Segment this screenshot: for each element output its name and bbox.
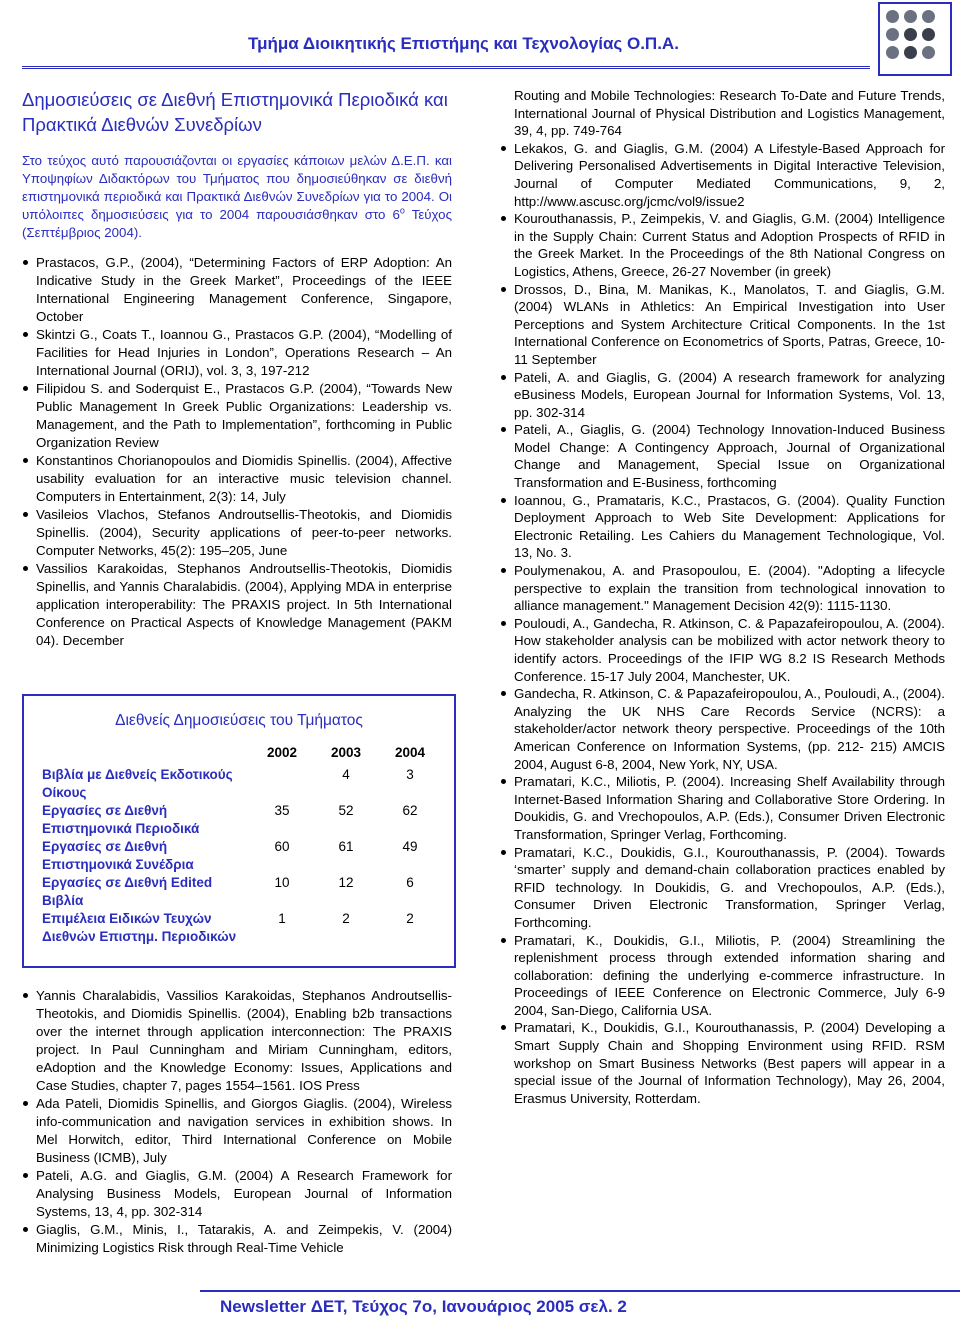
table-header-year: 2003: [330, 745, 362, 760]
cell-value: 1: [278, 911, 286, 926]
table-header-year: 2002: [266, 745, 298, 760]
table-row: [42, 838, 442, 874]
row-label: Επιμέλεια Ειδικών Τευχών Διεθνών Επιστημ. Περιοδικών: [42, 911, 237, 944]
list-item: Pramatari, K.C., Miliotis, P. (2004). Increasing Shelf Availability through Internet-Based Information Sharing and Collaborative Store Ordering. In Doukidis, G. and Vrechopoulos, A.P. (Eds.), Consumer Driven Electronic Transformation, Springer Verlag, Forthcoming.: [500, 773, 945, 843]
cell-value: 2: [406, 911, 414, 926]
cell-value: 52: [338, 803, 354, 818]
cell-value: 2: [342, 911, 350, 926]
reference-list-left-top: [22, 254, 452, 650]
table-row: [42, 910, 442, 946]
list-item: Pramatari, K., Doukidis, G.I., Miliotis, P. (2004) Streamlining the replenishment process through extended information sharing and collaboration: defining the underlying e-commerce infrastructure. In Proceedings of IEEE Conference on Electronic Commerce, July 6-9 2004, San-Diego, California USA.: [500, 932, 945, 1020]
list-item: Vasileios Vlachos, Stefanos Androutsellis-Theotokis, and Diomidis Spinellis. (2004), Security applications of peer-to-peer networks. Computer Networks, 45(2): 195–205, June: [22, 506, 452, 560]
list-item: Pramatari, K.C., Doukidis, G.I., Kourouthanassis, P. (2004). Towards ‘smarter’ supply and demand-chain collaboration practices enabled by RFID technology. In Doukidis, G. and Vrechopoulos, A.P. (Eds.), Consumer Driven Electronic Transformation, Springer Verlag, Forthcoming.: [500, 844, 945, 932]
row-label: Βιβλία με Διεθνείς Εκδοτικούς Οίκους: [42, 767, 233, 800]
list-item: Skintzi G., Coats T., Ioannou G., Prastacos G.P. (2004), “Modelling of Facilities for Head Injuries in London”, Operations Research – An International Journal (ORIJ), vol. 3, 3, 197-212: [22, 326, 452, 380]
section-title: Δημοσιεύσεις σε Διεθνή Επιστημονικά Περιοδικά και Πρακτικά Διεθνών Συνεδρίων: [22, 89, 448, 135]
cell-value: 60: [274, 839, 290, 854]
list-item: Pateli, A. and Giaglis, G. (2004) A research framework for analyzing eBusiness Models, European Journal for Information Systems, Vol. 13, pp. 302-314: [500, 369, 945, 422]
list-item: Pramatari, K., Doukidis, G.I., Kourouthanassis, P. (2004) Developing a Smart Supply Chain and Shopping Environment using RFID. RSM workshop on Smart Business Networks (Best papers will appear in a special issue of the Journal of Information Technology), May 26, 2004, Erasmus University, Rotterdam.: [500, 1019, 945, 1107]
reference-list-right: [500, 87, 945, 1107]
intro-sup: ο: [399, 205, 405, 216]
list-item: Pateli, A.G. and Giaglis, G.M. (2004) A Research Framework for Analysing Business Models, European Journal of Information Systems, 13, 4, pp. 302-314: [22, 1167, 452, 1221]
intro-paragraph: [22, 152, 452, 242]
cell-value: 6: [406, 875, 414, 890]
publications-stats-box: [22, 694, 456, 968]
table-row: [42, 766, 442, 802]
list-item: Prastacos, G.P., (2004), “Determining Factors of ERP Adoption: An Indicative Study in the Greek Market”, Proceedings of the IEEE International Engineering Management Conference, Singapore, October: [22, 254, 452, 326]
list-item: Filipidou S. and Soderquist E., Prastacos G.P. (2004), “Towards New Public Management In Greek Public Organizations: Leadership vs. Management, and the Path to Implementation”, forthcoming in Public Organization Review: [22, 380, 452, 452]
list-item: Yannis Charalabidis, Vassilios Karakoidas, Stephanos Androutsellis-Theotokis, and Diomidis Spinellis. (2004), Enabling b2b transactions over the internet through application interconnection: The PRAXIS project. In Paul Cunningham and Miriam Cunningham, editors, eAdoption and the Knowledge Economy: Issues, Applications and Case Studies, chapter 7, pages 1554–1561. IOS Press: [22, 987, 452, 1095]
page-header: [0, 0, 960, 80]
cell-value: 3: [406, 767, 414, 782]
list-item: Konstantinos Chorianopoulos and Diomidis Spinellis. (2004), Affective usability evaluation for an interactive music television channel. Computers in Entertainment, 2(3): 14, July: [22, 452, 452, 506]
stats-box-title: Διεθνείς Δημοσιεύσεις του Τμήματος: [115, 712, 363, 729]
table-row: [42, 802, 442, 838]
row-label: Εργασίες σε Διεθνή Edited Βιβλία: [42, 875, 213, 908]
list-item: Pateli, A., Giaglis, G. (2004) Technology Innovation-Induced Business Model Change: A Contingency Approach, Journal of Organizational Change and Management, Special Issue on Organizational Transformation and E-Business, forthcoming: [500, 421, 945, 491]
cell-value: 12: [338, 875, 354, 890]
list-item: Poulymenakou, A. and Prasopoulou, E. (2004). "Adopting a lifecycle perspective to explain the transition from technological innovation to alliance management." Management Decision 42(9): 1115-1130.: [500, 562, 945, 615]
cell-value: 4: [342, 767, 350, 782]
list-item: Vassilios Karakoidas, Stephanos Androutsellis-Theotokis, Diomidis Spinellis, and Yannis Charalabidis. (2004), Applying MDA in enterprise application interoperability: The PRAXIS project. In 5th International Conference on Practical Aspects of Knowledge Management (PAKM 04). December: [22, 560, 452, 650]
cell-value: 49: [402, 839, 418, 854]
list-item: Giaglis, G.M., Minis, I., Tatarakis, A. and Zeimpekis, V. (2004) Minimizing Logistics Risk through Real-Time Vehicle: [22, 1221, 452, 1257]
list-item: Lekakos, G. and Giaglis, G.M. (2004) A Lifestyle-Based Approach for Delivering Personalised Advertisements in Digital Interactive Television, Journal of Computer Mediated Communications, 9, 2, http://www.ascusc.org/jcmc/vol9/issue2: [500, 140, 945, 210]
list-item: Ada Pateli, Diomidis Spinellis, and Giorgos Giaglis. (2004), Wireless info-communication and navigation services in exhibition shows. In Mel Horwitch, editor, Third International Conference on Mobile Business (ICMB), July: [22, 1095, 452, 1167]
department-logo-icon: [878, 2, 952, 76]
intro-text-end: Τεύχος (Σεπτέμβριος 2004).: [22, 207, 452, 240]
cell-value: 35: [274, 803, 290, 818]
intro-text: Στο τεύχος αυτό παρουσιάζονται οι εργασίες κάποιων μελών Δ.Ε.Π. και Υποψηφίων Διδακτόρων του Τμήματος που δημοσιεύθηκαν σε διεθνή επιστημονικά περιοδικά και Πρακτικά Διεθνών Συνεδρίων για το 2004. Οι υπόλοιπες δημοσιεύσεις για το 2004 παρουσιάσθηκαν στο 6: [22, 153, 452, 222]
continued-reference: Routing and Mobile Technologies: Research To-Date and Future Trends, International Journal of Physical Distribution and Logistics Management, 39, 4, pp. 749-764: [514, 88, 945, 139]
list-item: Kourouthanassis, P., Zeimpekis, V. and Giaglis, G.M. (2004) Intelligence in the Supply Chain: Current Status and Adoption Prospects of RFID in the Greek Market. In the Proceedings of the 8th National Congress on Logistics, Athens, Greece, 26-27 November (in greek): [500, 210, 945, 280]
list-item: Ioannou, G., Pramataris, K.C., Prastacos, G. (2004). Quality Function Deployment Approach to Web Site Development: Applications for Electronic Retailing. Les Cahiers du Management Technologique, Vol. 13, No. 3.: [500, 492, 945, 562]
row-label: Εργασίες σε Διεθνή Επιστημονικά Συνέδρια: [42, 839, 194, 872]
stats-table: [42, 744, 442, 946]
list-item: Gandecha, R. Atkinson, C. & Papazafeiropoulou, A., Pouloudi, A., (2004). Analyzing the UK NHS Care Records Service (NCRS): a stakeholder/actor network theory perspective. Proceedings of the 10th American Conference on Information Systems, (pp. 212- 215) AMCIS 2004, August 6-8, 2004, New York, NY, USA.: [500, 685, 945, 773]
department-title: Τμήμα Διοικητικής Επιστήμης και Τεχνολογίας Ο.Π.Α.: [248, 34, 679, 53]
list-item: Pouloudi, A., Gandecha, R. Atkinson, C. & Papazafeiropoulou, A. (2004). How stakeholder analysis can be mobilized with actor network theory to identify actors. Proceedings of the IFIP WG 8.2 IS Research Methods Conference. 15-17 July 2004, Manchester, UK.: [500, 615, 945, 685]
cell-value: 61: [338, 839, 354, 854]
cell-value: 10: [274, 875, 290, 890]
list-item: Drossos, D., Bina, M. Manikas, K., Manolatos, T. and Giaglis, G.M. (2004) WLANs in Athletics: An Empirical Investigation into User Perceptions and System Architecture Critical Components. In the 1st International Conference on Econometrics of Sports, Patras, Greece, 10-11 September: [500, 281, 945, 369]
table-header-empty: [42, 744, 250, 766]
reference-list-left-bottom: [22, 987, 452, 1257]
header-divider: [22, 66, 870, 69]
cell-value: [250, 766, 314, 802]
cell-value: 62: [402, 803, 418, 818]
page-footer: Newsletter ΔΕΤ, Τεύχος 7ο, Ιανουάριος 2005 σελ. 2: [220, 1297, 627, 1316]
table-row: [42, 874, 442, 910]
row-label: Εργασίες σε Διεθνή Επιστημονικά Περιοδικά: [42, 803, 200, 836]
footer-divider: [200, 1290, 960, 1292]
table-header-year: 2004: [394, 745, 426, 760]
